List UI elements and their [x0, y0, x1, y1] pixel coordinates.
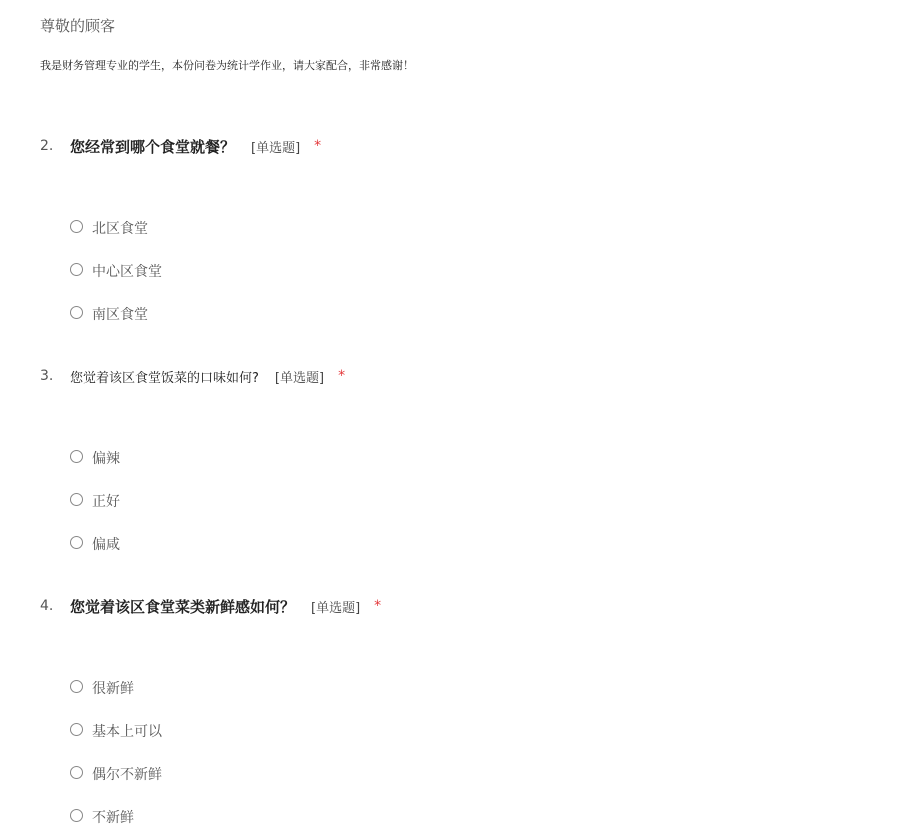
question-title — [40, 134, 860, 158]
option-label: 偏辣 — [92, 450, 120, 467]
options-list — [70, 435, 860, 564]
question-2 — [40, 134, 860, 334]
radio-button[interactable] — [70, 493, 83, 506]
options-list — [70, 205, 860, 334]
radio-button[interactable] — [70, 450, 83, 463]
option-north-canteen[interactable] — [70, 205, 860, 248]
question-number: 2. — [40, 138, 54, 154]
option-label: 基本上可以 — [92, 723, 162, 740]
option-label: 偶尔不新鲜 — [92, 766, 162, 783]
option-label: 偏咸 — [92, 536, 120, 553]
greeting-heading: 尊敬的顾客 — [40, 17, 116, 35]
option-label: 南区食堂 — [92, 306, 148, 323]
required-mark: * — [374, 598, 382, 614]
option-occasionally-not-fresh[interactable] — [70, 751, 860, 794]
option-label: 不新鲜 — [92, 809, 134, 826]
options-list — [70, 665, 860, 837]
option-south-canteen[interactable] — [70, 291, 860, 334]
question-title — [40, 594, 860, 618]
option-spicy[interactable] — [70, 435, 860, 478]
question-4 — [40, 594, 860, 837]
option-salty[interactable] — [70, 521, 860, 564]
survey-intro: 我是财务管理专业的学生，本份问卷为统计学作业，请大家配合，非常感谢！ — [40, 59, 414, 72]
option-not-fresh[interactable] — [70, 794, 860, 837]
option-label: 正好 — [92, 493, 120, 510]
radio-button[interactable] — [70, 723, 83, 736]
option-mostly-ok[interactable] — [70, 708, 860, 751]
radio-button[interactable] — [70, 536, 83, 549]
question-3 — [40, 364, 860, 564]
question-number: 3. — [40, 368, 54, 384]
question-type-label: [单选题] — [251, 140, 301, 156]
required-mark: * — [314, 138, 322, 154]
radio-button[interactable] — [70, 220, 83, 233]
option-label: 中心区食堂 — [92, 263, 162, 280]
question-number: 4. — [40, 598, 54, 614]
option-label: 很新鲜 — [92, 680, 134, 697]
question-text: 您经常到哪个食堂就餐？ — [70, 137, 236, 156]
radio-button[interactable] — [70, 263, 83, 276]
question-title — [40, 364, 860, 388]
radio-button[interactable] — [70, 766, 83, 779]
required-mark: * — [338, 368, 346, 384]
option-label: 北区食堂 — [92, 220, 148, 237]
question-text: 您觉着该区食堂菜类新鲜感如何？ — [70, 597, 296, 616]
radio-button[interactable] — [70, 306, 83, 319]
question-type-label: [单选题] — [311, 600, 361, 616]
radio-button[interactable] — [70, 809, 83, 822]
question-type-label: [单选题] — [274, 370, 325, 386]
option-just-right[interactable] — [70, 478, 860, 521]
question-text: 您觉着该区食堂饭菜的口味如何? — [70, 370, 259, 386]
option-very-fresh[interactable] — [70, 665, 860, 708]
radio-button[interactable] — [70, 680, 83, 693]
option-central-canteen[interactable] — [70, 248, 860, 291]
